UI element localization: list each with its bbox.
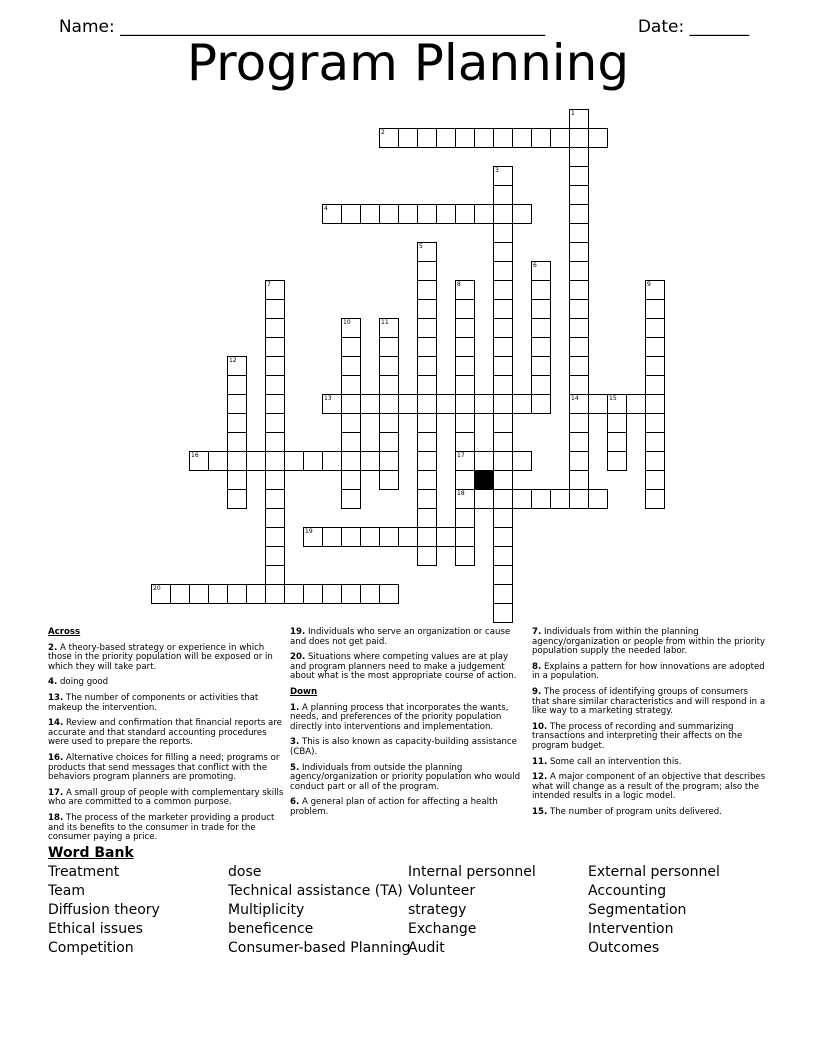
word-bank-item: Technical assistance (TA) bbox=[228, 883, 403, 899]
crossword-cell[interactable] bbox=[341, 527, 361, 547]
word-bank-column-1 bbox=[48, 863, 160, 958]
word-bank-column-3 bbox=[408, 863, 536, 958]
crossword-cell[interactable] bbox=[569, 185, 589, 205]
crossword-cell[interactable] bbox=[569, 375, 589, 395]
crossword-cell[interactable] bbox=[341, 375, 361, 395]
crossword-cell[interactable] bbox=[398, 128, 418, 148]
crossword-cell[interactable] bbox=[569, 337, 589, 357]
clue-down-3: 3. This is also known as capacity-building assistance (CBA). bbox=[290, 737, 517, 757]
crossword-cell[interactable] bbox=[265, 299, 285, 319]
crossword-cell[interactable] bbox=[569, 413, 589, 433]
crossword-cell[interactable] bbox=[265, 470, 285, 490]
crossword-cell[interactable] bbox=[645, 375, 665, 395]
crossword-cell[interactable] bbox=[569, 166, 589, 186]
crossword-cell[interactable] bbox=[417, 375, 437, 395]
crossword-cell[interactable] bbox=[265, 451, 285, 471]
crossword-cell[interactable] bbox=[398, 204, 418, 224]
crossword-cell[interactable] bbox=[417, 432, 437, 452]
crossword-cell[interactable] bbox=[265, 375, 285, 395]
crossword-cell[interactable] bbox=[379, 375, 399, 395]
crossword-cell[interactable] bbox=[493, 356, 513, 376]
crossword-cell[interactable] bbox=[645, 280, 665, 300]
crossword-cell[interactable] bbox=[227, 356, 247, 376]
crossword-cell[interactable] bbox=[417, 261, 437, 281]
crossword-black-cell bbox=[474, 470, 494, 490]
crossword-cell[interactable] bbox=[436, 128, 456, 148]
crossword-cell[interactable] bbox=[379, 356, 399, 376]
crossword-cell[interactable] bbox=[455, 394, 475, 414]
crossword-cell[interactable] bbox=[569, 489, 589, 509]
crossword-cell[interactable] bbox=[531, 356, 551, 376]
crossword-cell[interactable] bbox=[417, 299, 437, 319]
crossword-cell[interactable] bbox=[569, 128, 589, 148]
crossword-cell[interactable] bbox=[341, 470, 361, 490]
crossword-cell[interactable] bbox=[645, 413, 665, 433]
crossword-cell[interactable] bbox=[379, 470, 399, 490]
crossword-cell[interactable] bbox=[265, 584, 285, 604]
crossword-cell[interactable] bbox=[417, 546, 437, 566]
crossword-cell[interactable] bbox=[493, 432, 513, 452]
crossword-cell[interactable] bbox=[379, 337, 399, 357]
crossword-cell[interactable] bbox=[265, 489, 285, 509]
crossword-cell[interactable] bbox=[607, 451, 627, 471]
crossword-cell[interactable] bbox=[588, 394, 608, 414]
crossword-cell[interactable] bbox=[645, 432, 665, 452]
crossword-cell[interactable] bbox=[569, 109, 589, 129]
clue-down-10: 10. The process of recording and summarizing transactions and interpreting their affects on the program budget. bbox=[532, 721, 743, 751]
clues-column-3 bbox=[532, 628, 768, 824]
crossword-cell[interactable] bbox=[227, 375, 247, 395]
crossword-cell[interactable] bbox=[474, 451, 494, 471]
crossword-cell[interactable] bbox=[550, 489, 570, 509]
crossword-cell[interactable] bbox=[208, 584, 228, 604]
crossword-cell[interactable] bbox=[493, 337, 513, 357]
crossword-cell[interactable] bbox=[189, 584, 209, 604]
crossword-cell[interactable] bbox=[341, 432, 361, 452]
crossword-cell[interactable] bbox=[417, 413, 437, 433]
word-bank-item: Treatment bbox=[48, 864, 120, 880]
crossword-cell[interactable] bbox=[455, 337, 475, 357]
crossword-cell[interactable] bbox=[417, 394, 437, 414]
crossword-cell[interactable] bbox=[455, 204, 475, 224]
crossword-cell[interactable] bbox=[455, 489, 475, 509]
crossword-cell[interactable] bbox=[455, 546, 475, 566]
crossword-cell[interactable] bbox=[455, 527, 475, 547]
crossword-cell[interactable] bbox=[341, 413, 361, 433]
crossword-cell[interactable] bbox=[569, 204, 589, 224]
crossword-cell[interactable] bbox=[455, 508, 475, 528]
crossword-cell[interactable] bbox=[455, 470, 475, 490]
crossword-cell[interactable] bbox=[417, 508, 437, 528]
clue-across-2: 2. A theory-based strategy or experience in which those in the priority population will be exposed or in which they will take part. bbox=[48, 642, 273, 672]
crossword-cell[interactable] bbox=[360, 394, 380, 414]
crossword-cell[interactable] bbox=[531, 394, 551, 414]
crossword-cell[interactable] bbox=[607, 432, 627, 452]
clue-number: 18 bbox=[457, 490, 465, 497]
crossword-cell[interactable] bbox=[341, 451, 361, 471]
crossword-cell[interactable] bbox=[531, 318, 551, 338]
crossword-cell[interactable] bbox=[379, 394, 399, 414]
clue-number: 5 bbox=[419, 243, 423, 250]
crossword-cell[interactable] bbox=[493, 261, 513, 281]
crossword-cell[interactable] bbox=[569, 432, 589, 452]
crossword-cell[interactable] bbox=[493, 546, 513, 566]
clue-number: 2 bbox=[381, 129, 385, 136]
crossword-cell[interactable] bbox=[151, 584, 171, 604]
crossword-cell[interactable] bbox=[645, 356, 665, 376]
crossword-cell[interactable] bbox=[493, 204, 513, 224]
clue-across-13: 13. The number of components or activities that makeup the intervention. bbox=[48, 692, 259, 713]
crossword-cell[interactable] bbox=[360, 451, 380, 471]
crossword-cell[interactable] bbox=[569, 470, 589, 490]
clue-down-6: 6. A general plan of action for affecting a health problem. bbox=[290, 797, 498, 817]
clue-across-4: 4. doing good bbox=[48, 677, 109, 688]
crossword-cell[interactable] bbox=[303, 451, 323, 471]
crossword-cell[interactable] bbox=[493, 584, 513, 604]
crossword-cell[interactable] bbox=[341, 584, 361, 604]
crossword-cell[interactable] bbox=[531, 280, 551, 300]
crossword-cell[interactable] bbox=[569, 394, 589, 414]
clue-across-18: 18. The process of the marketer providing a product and its benefits to the consumer in trade for the consumer paying a price. bbox=[48, 812, 275, 843]
crossword-cell[interactable] bbox=[493, 489, 513, 509]
crossword-cell[interactable] bbox=[246, 584, 266, 604]
date-line[interactable] bbox=[627, 0, 749, 37]
crossword-cell[interactable] bbox=[322, 394, 342, 414]
crossword-cell[interactable] bbox=[227, 489, 247, 509]
crossword-cell[interactable] bbox=[531, 261, 551, 281]
crossword-cell[interactable] bbox=[265, 356, 285, 376]
word-bank-item: strategy bbox=[408, 902, 467, 918]
crossword-cell[interactable] bbox=[626, 394, 646, 414]
crossword-cell[interactable] bbox=[531, 375, 551, 395]
crossword-cell[interactable] bbox=[531, 128, 551, 148]
crossword-cell[interactable] bbox=[455, 280, 475, 300]
crossword-cell[interactable] bbox=[265, 318, 285, 338]
crossword-cell[interactable] bbox=[265, 432, 285, 452]
crossword-cell[interactable] bbox=[569, 261, 589, 281]
clue-across-17: 17. A small group of people with complementary skills who are committed to a common purpose. bbox=[48, 787, 284, 808]
crossword-cell[interactable] bbox=[455, 432, 475, 452]
crossword-cell[interactable] bbox=[322, 451, 342, 471]
page-title: Program Planning bbox=[186, 34, 630, 92]
word-bank-item: Competition bbox=[48, 940, 134, 956]
crossword-cell[interactable] bbox=[569, 299, 589, 319]
crossword-cell[interactable] bbox=[341, 489, 361, 509]
crossword-cell[interactable] bbox=[417, 451, 437, 471]
crossword-cell[interactable] bbox=[227, 413, 247, 433]
crossword-cell[interactable] bbox=[455, 299, 475, 319]
word-bank-item: beneficence bbox=[228, 921, 314, 937]
name-blank[interactable]: __________________________________________________ bbox=[120, 17, 546, 37]
crossword-cell[interactable] bbox=[493, 413, 513, 433]
crossword-cell[interactable] bbox=[303, 584, 323, 604]
crossword-cell[interactable] bbox=[493, 166, 513, 186]
word-bank-title: Word Bank bbox=[48, 845, 134, 861]
crossword-cell[interactable] bbox=[569, 147, 589, 167]
clue-down-1: 1. A planning process that incorporates the wants, needs, and preferences of the priority population directly into interventions and implementation. bbox=[290, 702, 509, 732]
crossword-cell[interactable] bbox=[322, 204, 342, 224]
clue-down-12: 12. A major component of an objective that describes what will change as a result of the program; also the intended results in a logic model. bbox=[532, 772, 766, 802]
clues-column-2 bbox=[290, 628, 526, 824]
crossword-cell[interactable] bbox=[512, 394, 532, 414]
crossword-cell[interactable] bbox=[512, 451, 532, 471]
crossword-cell[interactable] bbox=[645, 451, 665, 471]
crossword-cell[interactable] bbox=[493, 508, 513, 528]
crossword-cell[interactable] bbox=[493, 223, 513, 243]
crossword-cell[interactable] bbox=[588, 128, 608, 148]
crossword-cell[interactable] bbox=[493, 299, 513, 319]
crossword-cell[interactable] bbox=[322, 527, 342, 547]
clue-down-5: 5. Individuals from outside the planning agency/organization or priority population who would conduct part or all of the program. bbox=[290, 762, 521, 792]
clues-column-1 bbox=[48, 628, 284, 849]
crossword-cell[interactable] bbox=[493, 603, 513, 623]
name-line[interactable] bbox=[48, 0, 545, 37]
word-bank-item: Multiplicity bbox=[228, 902, 305, 918]
crossword-cell[interactable] bbox=[265, 546, 285, 566]
crossword-cell[interactable] bbox=[341, 204, 361, 224]
crossword-cell[interactable] bbox=[360, 527, 380, 547]
clue-number: 19 bbox=[305, 528, 313, 535]
crossword-cell[interactable] bbox=[265, 394, 285, 414]
crossword-cell[interactable] bbox=[189, 451, 209, 471]
crossword-cell[interactable] bbox=[493, 470, 513, 490]
crossword-cell[interactable] bbox=[569, 318, 589, 338]
clue-number: 20 bbox=[153, 585, 161, 592]
word-bank-item: Diffusion theory bbox=[48, 902, 160, 918]
clue-number: 4 bbox=[324, 205, 328, 212]
crossword-cell[interactable] bbox=[265, 337, 285, 357]
crossword-cell[interactable] bbox=[417, 318, 437, 338]
crossword-cell[interactable] bbox=[512, 489, 532, 509]
crossword-cell[interactable] bbox=[493, 565, 513, 585]
crossword-cell[interactable] bbox=[417, 280, 437, 300]
down-heading: Down bbox=[290, 686, 318, 697]
word-bank-item: External personnel bbox=[588, 864, 720, 880]
crossword-cell[interactable] bbox=[512, 204, 532, 224]
crossword-cell[interactable] bbox=[531, 299, 551, 319]
crossword-cell[interactable] bbox=[493, 527, 513, 547]
crossword-cell[interactable] bbox=[493, 451, 513, 471]
crossword-cell[interactable] bbox=[284, 584, 304, 604]
word-bank-item: Accounting bbox=[588, 883, 667, 899]
crossword-cell[interactable] bbox=[569, 356, 589, 376]
crossword-cell[interactable] bbox=[569, 223, 589, 243]
clue-number: 9 bbox=[647, 281, 651, 288]
crossword-cell[interactable] bbox=[645, 337, 665, 357]
crossword-cell[interactable] bbox=[531, 337, 551, 357]
word-bank-item: Outcomes bbox=[588, 940, 660, 956]
crossword-cell[interactable] bbox=[246, 451, 266, 471]
crossword-cell[interactable] bbox=[455, 356, 475, 376]
clue-across-20: 20. Situations where competing values are at play and program planners need to make a judgement about what is the most appropriate course of action. bbox=[290, 652, 517, 682]
crossword-cell[interactable] bbox=[284, 451, 304, 471]
crossword-cell[interactable] bbox=[227, 470, 247, 490]
crossword-cell[interactable] bbox=[417, 356, 437, 376]
clue-down-7: 7. Individuals from within the planning agency/organization or people from within the priority population supply the needed labor. bbox=[532, 627, 766, 657]
word-bank-item: Intervention bbox=[588, 921, 674, 937]
clue-across-14: 14. Review and confirmation that financial reports are accurate and that standard accounting procedures were used to prepare the reports. bbox=[48, 718, 282, 748]
word-bank-item: Team bbox=[48, 883, 86, 899]
word-bank-item: Consumer-based Planning bbox=[228, 940, 411, 956]
clue-number: 14 bbox=[571, 395, 579, 402]
crossword-cell[interactable] bbox=[265, 413, 285, 433]
crossword-cell[interactable] bbox=[417, 527, 437, 547]
crossword-cell[interactable] bbox=[227, 432, 247, 452]
crossword-cell[interactable] bbox=[645, 470, 665, 490]
clue-down-9: 9. The process of identifying groups of consumers that share similar characteristics and will respond in a like way to a marketing strategy. bbox=[532, 686, 766, 717]
crossword-cell[interactable] bbox=[417, 204, 437, 224]
clue-number: 16 bbox=[191, 452, 199, 459]
crossword-cell[interactable] bbox=[379, 451, 399, 471]
crossword-cell[interactable] bbox=[322, 584, 342, 604]
crossword-cell[interactable] bbox=[607, 394, 627, 414]
across-heading: Across bbox=[48, 627, 81, 637]
clue-number: 1 bbox=[571, 110, 575, 117]
clue-number: 7 bbox=[267, 281, 271, 288]
crossword-cell[interactable] bbox=[493, 128, 513, 148]
crossword-cell[interactable] bbox=[227, 451, 247, 471]
word-bank-item: dose bbox=[228, 864, 262, 880]
word-bank-item: Volunteer bbox=[408, 883, 476, 899]
crossword-cell[interactable] bbox=[265, 565, 285, 585]
name-label: Name: bbox=[58, 17, 121, 37]
clue-number: 12 bbox=[229, 357, 237, 364]
clue-number: 11 bbox=[381, 319, 389, 326]
word-bank-item: Exchange bbox=[408, 921, 477, 937]
crossword-cell[interactable] bbox=[588, 489, 608, 509]
word-bank-column-4 bbox=[588, 863, 720, 958]
crossword-cell[interactable] bbox=[208, 451, 228, 471]
crossword-cell[interactable] bbox=[645, 299, 665, 319]
word-bank-item: Audit bbox=[408, 940, 445, 956]
crossword-cell[interactable] bbox=[265, 280, 285, 300]
crossword-cell[interactable] bbox=[360, 584, 380, 604]
crossword-cell[interactable] bbox=[379, 432, 399, 452]
crossword-cell[interactable] bbox=[417, 128, 437, 148]
clue-number: 8 bbox=[457, 281, 461, 288]
crossword-cell[interactable] bbox=[474, 128, 494, 148]
word-bank-item: Internal personnel bbox=[408, 864, 536, 880]
crossword-cell[interactable] bbox=[341, 356, 361, 376]
crossword-cell[interactable] bbox=[569, 451, 589, 471]
crossword-cell[interactable] bbox=[607, 413, 627, 433]
date-label: Date: bbox=[637, 17, 690, 37]
crossword-cell[interactable] bbox=[417, 242, 437, 262]
clue-across-16: 16. Alternative choices for filling a need; programs or products that send messages that conflict with the behaviors program planners are promoting. bbox=[48, 752, 280, 783]
crossword-cell[interactable] bbox=[493, 394, 513, 414]
crossword-cell[interactable] bbox=[493, 242, 513, 262]
crossword-cell[interactable] bbox=[170, 584, 190, 604]
crossword-cell[interactable] bbox=[531, 489, 551, 509]
crossword-cell[interactable] bbox=[569, 280, 589, 300]
crossword-cell[interactable] bbox=[227, 584, 247, 604]
crossword-cell[interactable] bbox=[455, 413, 475, 433]
word-bank-item: Ethical issues bbox=[48, 921, 143, 937]
crossword-cell[interactable] bbox=[379, 413, 399, 433]
crossword-cell[interactable] bbox=[265, 527, 285, 547]
word-bank-column-2 bbox=[228, 863, 411, 958]
crossword-cell[interactable] bbox=[398, 527, 418, 547]
crossword-cell[interactable] bbox=[436, 394, 456, 414]
crossword-cell[interactable] bbox=[493, 375, 513, 395]
crossword-cell[interactable] bbox=[417, 470, 437, 490]
crossword-cell[interactable] bbox=[550, 128, 570, 148]
crossword-cell[interactable] bbox=[265, 508, 285, 528]
crossword-cell[interactable] bbox=[493, 280, 513, 300]
crossword-cell[interactable] bbox=[455, 375, 475, 395]
crossword-cell[interactable] bbox=[645, 394, 665, 414]
crossword-cell[interactable] bbox=[379, 527, 399, 547]
clue-down-15: 15. The number of program units delivered. bbox=[532, 806, 722, 817]
crossword-cell[interactable] bbox=[436, 527, 456, 547]
crossword-cell[interactable] bbox=[569, 242, 589, 262]
clue-number: 17 bbox=[457, 452, 465, 459]
crossword-cell[interactable] bbox=[436, 204, 456, 224]
crossword-cell[interactable] bbox=[474, 204, 494, 224]
crossword-cell[interactable] bbox=[341, 337, 361, 357]
clue-down-11: 11. Some call an intervention this. bbox=[532, 756, 682, 767]
crossword-cell[interactable] bbox=[303, 527, 323, 547]
crossword-cell[interactable] bbox=[645, 489, 665, 509]
crossword-cell[interactable] bbox=[379, 128, 399, 148]
crossword-cell[interactable] bbox=[379, 318, 399, 338]
crossword-cell[interactable] bbox=[474, 489, 494, 509]
crossword-cell[interactable] bbox=[227, 394, 247, 414]
clue-number: 10 bbox=[343, 319, 351, 326]
crossword-cell[interactable] bbox=[360, 204, 380, 224]
crossword-cell[interactable] bbox=[512, 128, 532, 148]
crossword-cell[interactable] bbox=[341, 394, 361, 414]
crossword-cell[interactable] bbox=[493, 185, 513, 205]
crossword-cell[interactable] bbox=[398, 394, 418, 414]
crossword-cell[interactable] bbox=[417, 337, 437, 357]
crossword-cell[interactable] bbox=[379, 584, 399, 604]
date-blank[interactable]: _______ bbox=[689, 17, 750, 37]
clue-across-19: 19. Individuals who serve an organization or cause and does not get paid. bbox=[290, 627, 511, 647]
clue-number: 13 bbox=[324, 395, 332, 402]
crossword-cell[interactable] bbox=[379, 204, 399, 224]
crossword-cell[interactable] bbox=[455, 318, 475, 338]
clue-down-8: 8. Explains a pattern for how innovations are adopted in a population. bbox=[532, 661, 765, 682]
crossword-cell[interactable] bbox=[474, 394, 494, 414]
crossword-cell[interactable] bbox=[417, 489, 437, 509]
crossword-cell[interactable] bbox=[455, 128, 475, 148]
crossword-cell[interactable] bbox=[455, 451, 475, 471]
clue-number: 6 bbox=[533, 262, 537, 269]
word-bank-item: Segmentation bbox=[588, 902, 687, 918]
clue-number: 3 bbox=[495, 167, 499, 174]
clue-number: 15 bbox=[609, 395, 617, 402]
crossword-cell[interactable] bbox=[341, 318, 361, 338]
crossword-cell[interactable] bbox=[493, 318, 513, 338]
crossword-cell[interactable] bbox=[645, 318, 665, 338]
